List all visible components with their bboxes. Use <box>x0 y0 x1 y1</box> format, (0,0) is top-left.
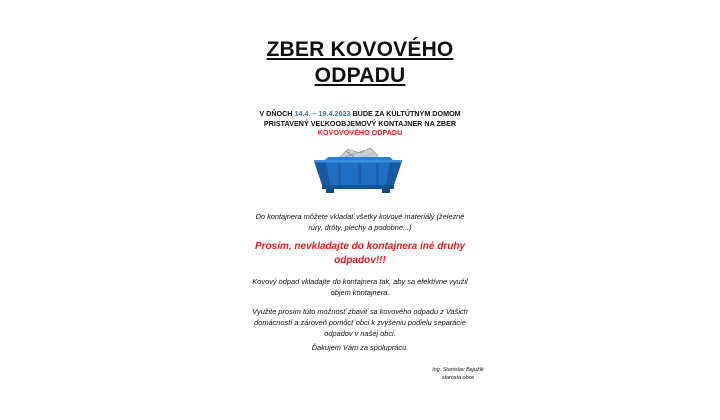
p2-line-2: odpadov!!! <box>334 255 386 266</box>
document-page <box>228 0 492 420</box>
notice-line-3: KOVOVOVÉHO ODPADU <box>317 128 403 138</box>
signature-role: starosta obce <box>441 375 475 381</box>
container-image <box>308 145 408 197</box>
metal-container-icon <box>308 145 408 197</box>
p4-line-3: odpadov v našej obci. <box>324 329 396 338</box>
paragraph-warning <box>228 240 492 268</box>
paragraph-efficiency <box>228 276 492 298</box>
paragraph-thanks: Ďakujem Vám za spoluprácu. <box>311 343 409 352</box>
collection-notice <box>228 109 492 138</box>
notice-prefix: V DŇOCH <box>259 109 295 118</box>
title-line-1: ZBER KOVOVÉHO <box>266 38 454 61</box>
paragraph-appeal <box>228 306 492 339</box>
signature-block <box>418 366 498 382</box>
notice-line-1 <box>228 109 492 119</box>
p1-line-1: Do kontajnera môžete vkladať všetky kovové materiály (železné <box>255 212 465 221</box>
p4-line-2: domácností a zároveň pomôcť obci k zvýšeniu podielu separácie <box>254 318 466 327</box>
notice-line-1-rest: BUDE ZA KULTÚTNYM DOMOM <box>350 109 461 118</box>
notice-line-2: PRISTAVENÝ VEĽKOOBJEMOVÝ KONTAJNER NA ZBER <box>263 118 457 128</box>
paragraph-allowed-materials <box>228 211 492 233</box>
p4-line-1: Využite prosím túto možnosť zbaviť sa kovového odpadu z Vašich <box>252 307 468 316</box>
p3-line-2: objem kontajnera. <box>330 288 390 297</box>
p3-line-1: Kovový odpad vkladajte do kontajnera tak, aby sa efektívne využil <box>252 277 468 286</box>
signature-name: Ing. Stanislav Bajužík <box>432 367 484 373</box>
title-line-2: ODPADU <box>314 64 406 87</box>
p1-line-2: rúry, drôty, plechy a podobne...) <box>308 223 412 232</box>
p2-line-1: Prosím, nevkladajte do kontajnera iné druhy <box>254 241 466 252</box>
notice-dates: 14.4. – 19.4.2023 <box>294 109 351 118</box>
